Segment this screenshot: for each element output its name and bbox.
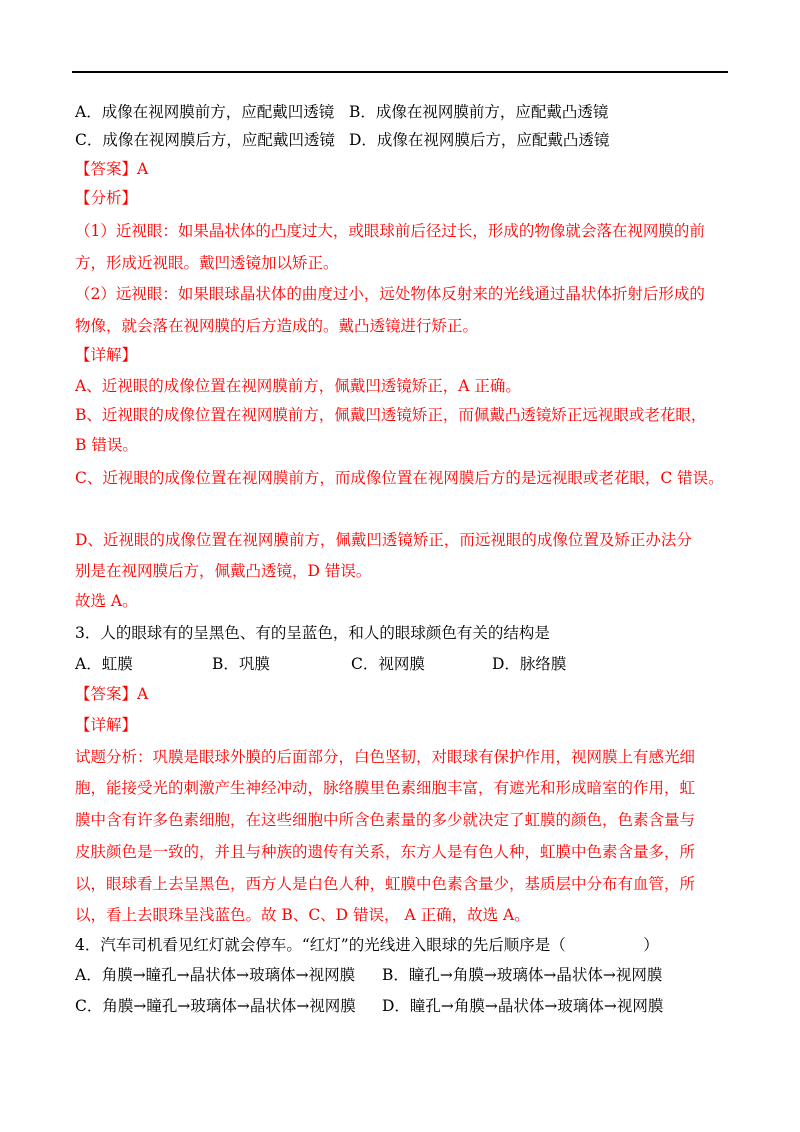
q2-detail-line-4: C、近视眼的成像位置在视网膜前方，而成像位置在视网膜后方的是远视眼或老花眼，C 错误。 <box>75 469 724 487</box>
q4-option-b: B．瞳孔→角膜→玻璃体→晶状体→视网膜 <box>382 966 663 984</box>
q2-answer <box>75 159 148 179</box>
q3-detail-line-2: 胞，能接受光的刺激产生神经冲动，脉络膜里色素细胞丰富，有遮光和形成暗室的作用，虹 <box>75 779 696 797</box>
q4-option-d: D．瞳孔→角膜→晶状体→玻璃体→视网膜 <box>382 997 664 1015</box>
q3-detail-label: 【详解】 <box>75 716 138 734</box>
q2-analysis-line-4: 物像，就会落在视网膜的后方造成的。戴凸透镜进行矫正。 <box>75 317 479 335</box>
q3-option-b: B．巩膜 <box>212 655 270 673</box>
q3-options <box>75 654 567 674</box>
q2-detail-line-3: B 错误。 <box>75 436 138 454</box>
header-rule <box>72 71 728 73</box>
q3-option-c: C．视网膜 <box>351 655 425 673</box>
q4-option-row-2 <box>75 996 664 1016</box>
q2-option-a: A．成像在视网膜前方，应配戴凹透镜 <box>75 103 335 121</box>
q2-option-b: B．成像在视网膜前方，应配戴凸透镜 <box>349 103 609 121</box>
q2-option-row-2 <box>75 130 610 150</box>
q2-detail-line-2: B、近视眼的成像位置在视网膜前方，佩戴凹透镜矫正，而佩戴凸透镜矫正远视眼或老花眼， <box>75 406 707 424</box>
q3-option-a: A．虹膜 <box>75 655 133 673</box>
q2-option-d: D．成像在视网膜后方，应配戴凸透镜 <box>349 131 610 149</box>
q2-analysis-line-1: （1）近视眼：如果晶状体的凸度过大，或眼球前后径过长，形成的物像就会落在视网膜的前 <box>75 222 705 240</box>
q2-answer-value: A <box>137 160 149 178</box>
q3-answer <box>75 684 148 704</box>
q4-option-row-1 <box>75 965 663 985</box>
q4-stem: 4．汽车司机看见红灯就会停车。“红灯”的光线进入眼球的先后顺序是（ ） <box>75 936 659 954</box>
q3-detail-line-4: 皮肤颜色是一致的，并且与种族的遗传有关系，东方人是有色人种，虹膜中色素含量多，所 <box>75 843 696 861</box>
q2-detail-line-5: D、近视眼的成像位置在视网膜前方，佩戴凹透镜矫正，而远视眼的成像位置及矫正办法分 <box>75 531 692 549</box>
q3-answer-label: 【答案】 <box>75 685 138 703</box>
q2-answer-label: 【答案】 <box>75 160 138 178</box>
q3-detail-line-6: 以，看上去眼珠呈浅蓝色。故 B、C、D 错误， A 正确，故选 A。 <box>75 906 530 924</box>
q2-analysis-line-2: 方，形成近视眼。戴凹透镜加以矫正。 <box>75 254 339 272</box>
q4-option-a: A．角膜→瞳孔→晶状体→玻璃体→视网膜 <box>75 966 356 984</box>
q4-option-c: C．角膜→瞳孔→玻璃体→晶状体→视网膜 <box>75 997 356 1015</box>
q2-detail-label: 【详解】 <box>75 346 138 364</box>
q2-analysis-line-3: （2）远视眼：如果眼球晶状体的曲度过小，远处物体反射来的光线通过晶状体折射后形成的 <box>75 285 705 303</box>
q3-detail-line-1: 试题分析：巩膜是眼球外膜的后面部分，白色坚韧，对眼球有保护作用，视网膜上有感光细 <box>75 748 696 766</box>
q2-detail-line-6: 别是在视网膜后方，佩戴凸透镜，D 错误。 <box>75 562 372 580</box>
q3-answer-value: A <box>137 685 149 703</box>
q2-option-c: C．成像在视网膜后方，应配戴凹透镜 <box>75 131 335 149</box>
q3-option-d: D．脉络膜 <box>492 655 567 673</box>
q2-detail-line-1: A、近视眼的成像位置在视网膜前方，佩戴凹透镜矫正，A 正确。 <box>75 377 521 395</box>
q2-analysis-label: 【分析】 <box>75 189 138 207</box>
q3-stem: 3．人的眼球有的呈黑色、有的呈蓝色，和人的眼球颜色有关的结构是 <box>75 624 550 642</box>
q3-detail-line-5: 以，眼球看上去呈黑色，西方人是白色人种，虹膜中色素含量少，基质层中分布有血管，所 <box>75 875 696 893</box>
q3-detail-line-3: 膜中含有许多色素细胞，在这些细胞中所含色素量的多少就决定了虹膜的颜色，色素含量与 <box>75 811 696 829</box>
q2-option-row-1 <box>75 102 609 122</box>
q2-conclusion: 故选 A。 <box>75 592 138 610</box>
